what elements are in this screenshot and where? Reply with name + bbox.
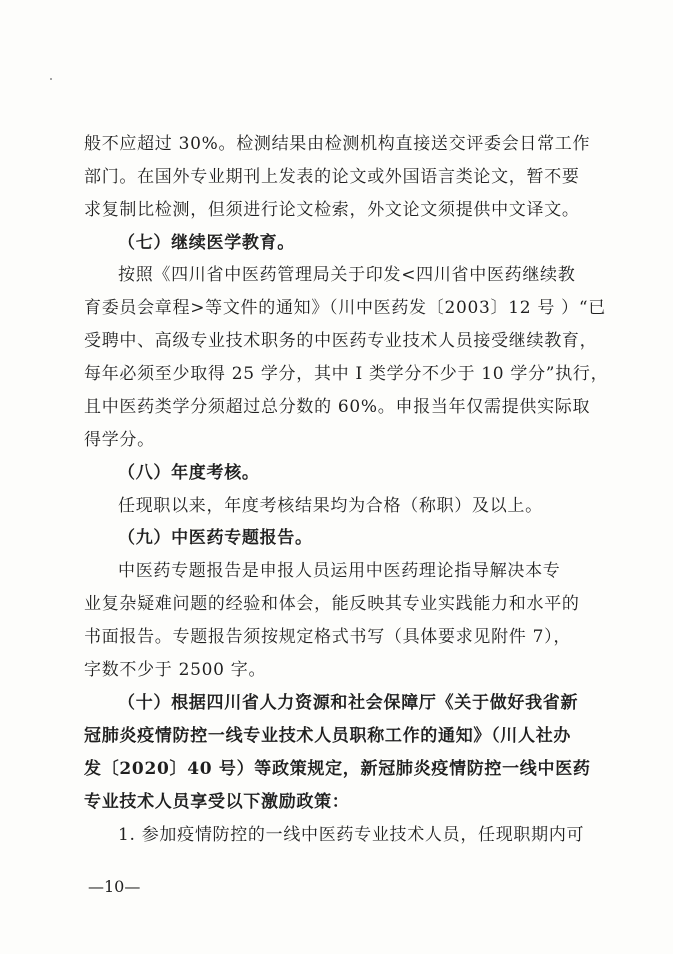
paragraph-line: 受聘中、高级专业技术职务的中医药专业技术人员接受继续教育， (84, 331, 598, 351)
paragraph-line: 专业技术人员享受以下激励政策： (84, 792, 350, 812)
paragraph-line: 每年必须至少取得 25 学分，其中 I 类学分不少于 10 学分”执行， (84, 364, 609, 384)
paragraph-line: 部门。在国外专业期刊上发表的论文或外国语言类论文，暂不要 (84, 167, 580, 187)
paragraph-line: 任现职以来，年度考核结果均为合格（称职）及以上。 (118, 496, 543, 516)
paragraph-line: 得学分。 (84, 430, 155, 450)
paragraph-line: 字数不少于 2500 字。 (84, 660, 267, 680)
paragraph-line: 育委员会章程>等文件的通知》（川中医药发〔2003〕12 号 ）“已 (84, 298, 606, 318)
paragraph-line: 中医药专题报告是申报人员运用中医药理论指导解决本专 (118, 561, 561, 581)
paragraph-line: 求复制比检测，但须进行论文检索，外文论文须提供中文译文。 (84, 200, 580, 220)
paragraph-line: 业复杂疑难问题的经验和体会，能反映其专业实践能力和水平的 (84, 594, 580, 614)
section-heading: （十）根据四川省人力资源和社会保障厅《关于做好我省新 (118, 693, 579, 713)
paragraph-line: 书面报告。专题报告须按规定格式书写（具体要求见附件 7）， (84, 627, 572, 647)
section-heading: （八）年度考核。 (118, 463, 260, 483)
scan-speck (50, 78, 52, 80)
paragraph-line: 且中医药类学分须超过总分数的 60%。申报当年仅需提供实际取 (84, 397, 591, 417)
paragraph-line: 按照《四川省中医药管理局关于印发<四川省中医药继续教 (118, 265, 576, 285)
paragraph-line: 冠肺炎疫情防控一线专业技术人员职称工作的通知》（川人社办 (84, 726, 572, 746)
section-heading: （七）继续医学教育。 (118, 233, 295, 253)
section-heading: （九）中医药专题报告。 (118, 528, 313, 548)
page-number: —10— (88, 877, 141, 896)
paragraph-line: 般不应超过 30%。检测结果由检测机构直接送交评委会日常工作 (84, 134, 591, 154)
paragraph-line: 1. 参加疫情防控的一线中医药专业技术人员，任现职期内可 (118, 825, 585, 845)
paragraph-line: 发〔2020〕40 号）等政策规定，新冠肺炎疫情防控一线中医药 (84, 759, 591, 779)
